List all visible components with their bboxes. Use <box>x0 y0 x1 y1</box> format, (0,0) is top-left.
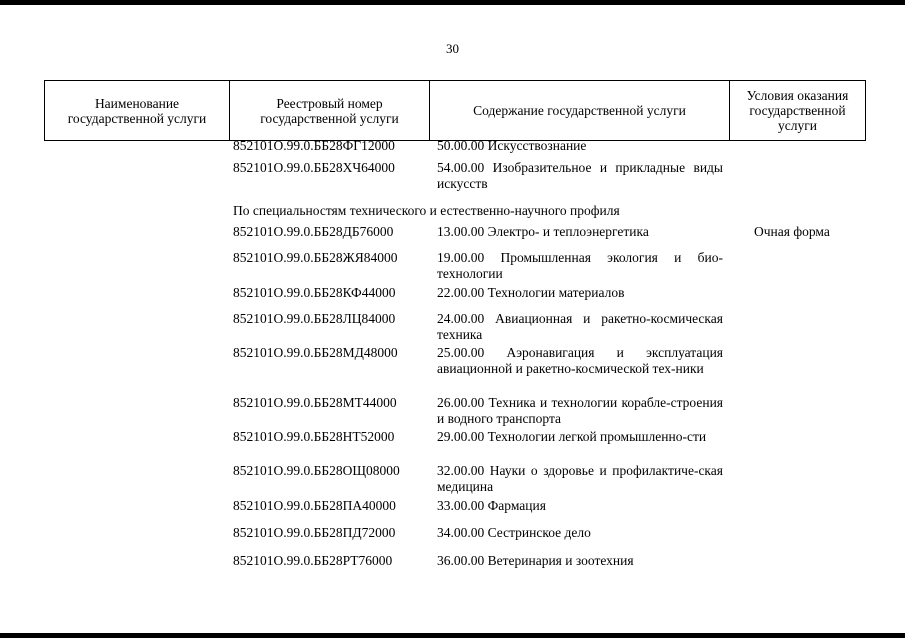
section-title: По специальностям технического и естественно-научного профиля <box>233 203 620 218</box>
header-service-name-text: Наименование государственной услуги <box>67 95 207 126</box>
service-description: 34.00.00 Сестринское дело <box>437 525 591 540</box>
service-description: 22.00.00 Технологии материалов <box>437 285 625 300</box>
registry-code: 852101О.99.0.ББ28МД48000 <box>233 345 398 360</box>
header-service-content <box>430 81 730 140</box>
header-service-conditions-text: Условия оказания государственной услуги <box>746 88 849 133</box>
service-description: 26.00.00 Техника и технологии корабле-строения и водного транспорта <box>437 395 723 426</box>
registry-code: 852101О.99.0.ББ28КФ44000 <box>233 285 396 300</box>
bottom-border-rule <box>0 633 905 638</box>
top-border-rule <box>0 0 905 5</box>
service-description: 54.00.00 Изобразительное и прикладные виды искусств <box>437 160 723 191</box>
registry-code: 852101О.99.0.ББ28ХЧ64000 <box>233 160 395 175</box>
registry-code: 852101О.99.0.ББ28ОЩ08000 <box>233 463 400 478</box>
header-service-name <box>45 81 230 140</box>
service-description: 32.00.00 Науки о здоровье и профилактиче-ская медицина <box>437 463 723 494</box>
header-service-content-text: Содержание государственной услуги <box>473 103 686 118</box>
form-of-service: Очная форма <box>754 224 830 239</box>
service-description: 33.00.00 Фармация <box>437 498 546 513</box>
registry-code: 852101О.99.0.ББ28ПА40000 <box>233 498 396 513</box>
registry-code: 852101О.99.0.ББ28ЖЯ84000 <box>233 250 398 265</box>
registry-code: 852101О.99.0.ББ28ДБ76000 <box>233 224 394 239</box>
registry-code: 852101О.99.0.ББ28НТ52000 <box>233 429 395 444</box>
registry-code: 852101О.99.0.ББ28ЛЦ84000 <box>233 311 396 326</box>
service-description: 36.00.00 Ветеринария и зоотехния <box>437 553 634 568</box>
service-description: 13.00.00 Электро- и теплоэнергетика <box>437 224 649 239</box>
service-description: 29.00.00 Технологии легкой промышленно-сти <box>437 429 707 444</box>
service-description: 50.00.00 Искусствознание <box>437 138 587 153</box>
registry-code: 852101О.99.0.ББ28ПД72000 <box>233 525 396 540</box>
header-registry-number-text: Реестровый номер государственной услуги <box>260 95 399 126</box>
registry-code: 852101О.99.0.ББ28МТ44000 <box>233 395 397 410</box>
table-header <box>44 80 866 141</box>
registry-code: 852101О.99.0.ББ28ФГ12000 <box>233 138 395 153</box>
page-number: 30 <box>446 41 459 56</box>
service-description: 19.00.00 Промышленная экология и био-технологии <box>437 250 723 281</box>
service-description: 25.00.00 Аэронавигация и эксплуатация авиационной и ракетно-космической тех-ники <box>437 345 723 376</box>
registry-code: 852101О.99.0.ББ28РТ76000 <box>233 553 393 568</box>
header-service-conditions <box>730 81 865 140</box>
service-description: 24.00.00 Авиационная и ракетно-космическая техника <box>437 311 723 342</box>
header-registry-number <box>230 81 430 140</box>
